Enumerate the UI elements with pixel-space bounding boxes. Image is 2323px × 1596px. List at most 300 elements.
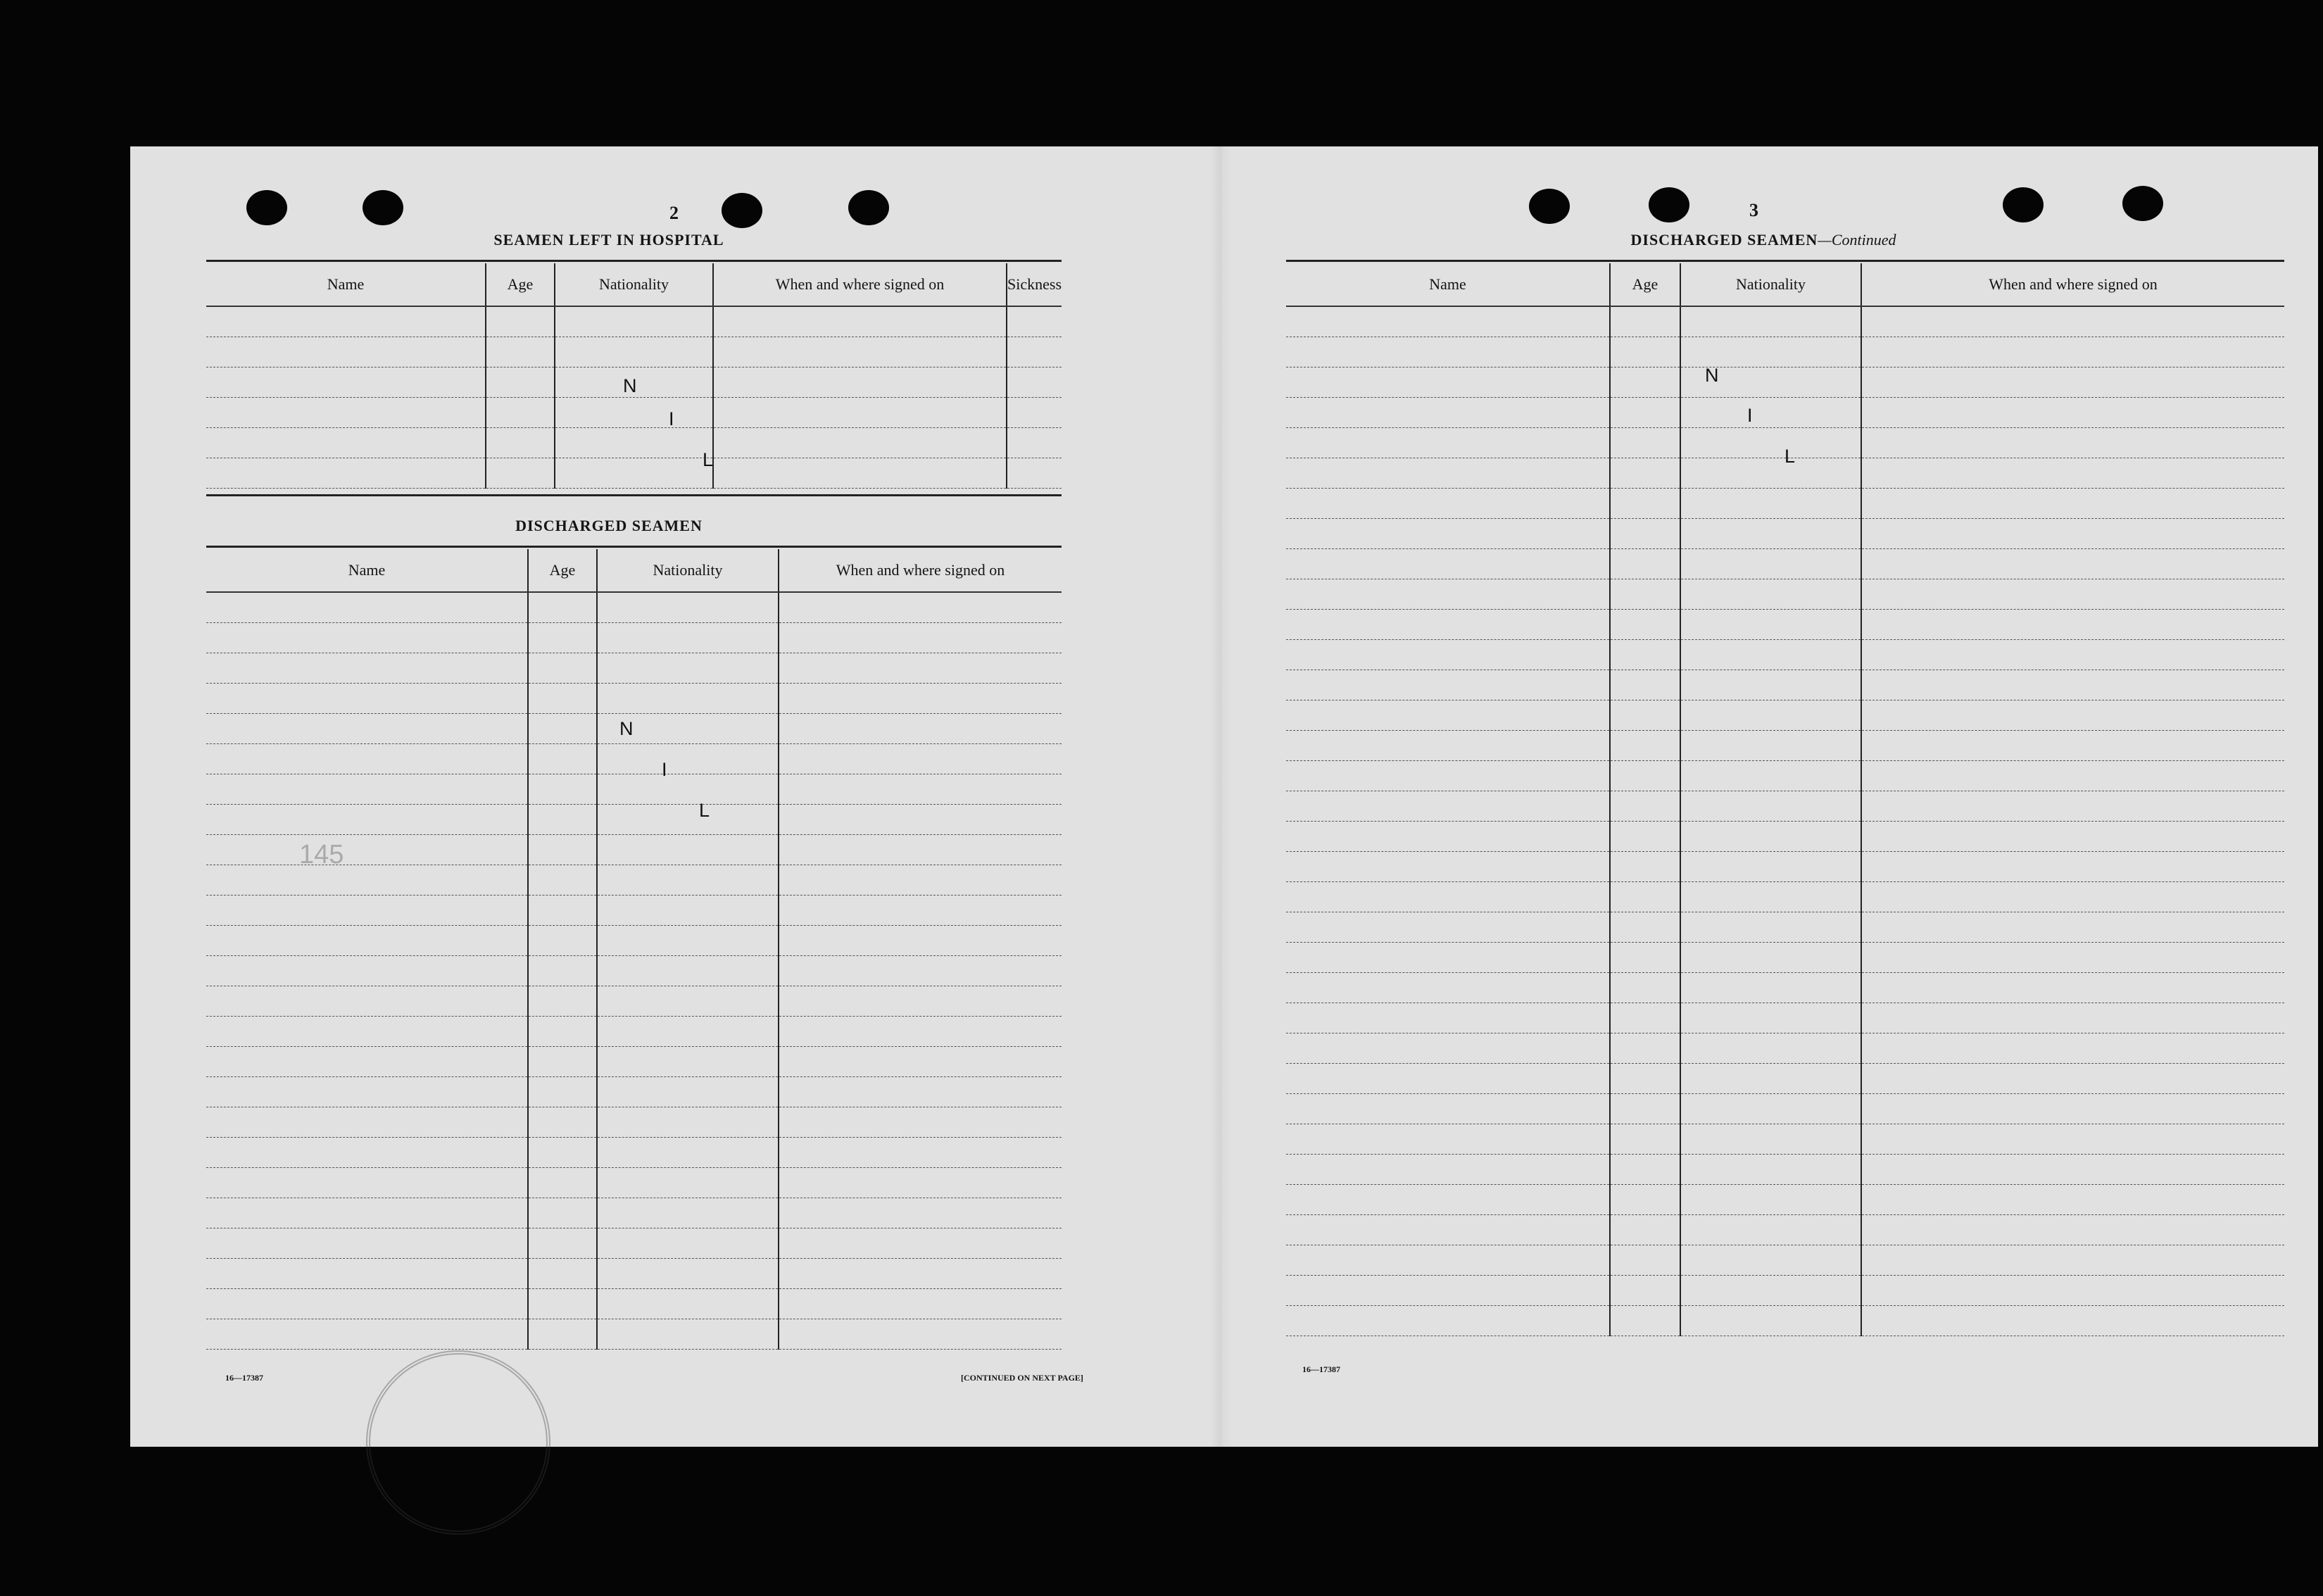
table-cell bbox=[1610, 640, 1680, 670]
table-cell bbox=[779, 1168, 1062, 1198]
table-cell bbox=[206, 1138, 528, 1168]
table-cell bbox=[779, 896, 1062, 926]
table-cell bbox=[206, 1259, 528, 1289]
table-cell bbox=[1680, 1215, 1861, 1245]
table-cell bbox=[206, 1229, 528, 1259]
entry-letter: N bbox=[623, 375, 637, 396]
form-number: 16—17387 bbox=[225, 1373, 263, 1383]
table-cell bbox=[555, 428, 713, 458]
table-row bbox=[1286, 670, 2284, 700]
table-cell bbox=[1610, 761, 1680, 791]
table-cell bbox=[1861, 1245, 2284, 1276]
table-cell bbox=[597, 986, 779, 1017]
table-cell bbox=[1861, 1155, 2284, 1185]
table-cell bbox=[206, 744, 528, 774]
column-header: Nationality bbox=[597, 549, 779, 592]
table-cell bbox=[1861, 852, 2284, 882]
table-cell bbox=[1286, 1064, 1610, 1094]
table-row bbox=[1286, 549, 2284, 579]
table-cell bbox=[555, 398, 713, 428]
table-row bbox=[206, 1047, 1062, 1077]
table-row bbox=[1286, 1185, 2284, 1215]
table-cell bbox=[1861, 549, 2284, 579]
table-cell bbox=[597, 1168, 779, 1198]
table-cell bbox=[528, 1077, 597, 1107]
table-cell bbox=[528, 592, 597, 623]
table-cell bbox=[1286, 519, 1610, 549]
table-cell bbox=[1861, 458, 2284, 489]
table-cell bbox=[779, 956, 1062, 986]
table-row bbox=[1286, 489, 2284, 519]
title-suffix: —Continued bbox=[1818, 231, 1896, 249]
table-cell bbox=[1861, 943, 2284, 973]
table-cell bbox=[597, 1107, 779, 1138]
table-cell bbox=[206, 684, 528, 714]
table-cell bbox=[1286, 428, 1610, 458]
table-cell bbox=[597, 956, 779, 986]
table-cell bbox=[1286, 489, 1610, 519]
table-cell bbox=[1680, 579, 1861, 610]
table-row bbox=[1286, 1215, 2284, 1245]
table-cell bbox=[1861, 1064, 2284, 1094]
punch-hole bbox=[246, 190, 287, 225]
table-cell bbox=[1007, 398, 1062, 428]
table-cell bbox=[1286, 731, 1610, 761]
table-cell bbox=[1861, 306, 2284, 337]
table-cell bbox=[779, 1259, 1062, 1289]
table-row bbox=[206, 1198, 1062, 1229]
punch-hole bbox=[1649, 187, 1689, 222]
table-cell bbox=[1861, 700, 2284, 731]
table-row bbox=[206, 1168, 1062, 1198]
table-cell bbox=[206, 367, 486, 398]
table-cell bbox=[1610, 1124, 1680, 1155]
table-cell bbox=[1286, 791, 1610, 822]
table-row bbox=[206, 1077, 1062, 1107]
table-cell bbox=[1861, 337, 2284, 367]
table-cell bbox=[779, 986, 1062, 1017]
stamp-seal bbox=[366, 1350, 550, 1535]
table-cell bbox=[1680, 1245, 1861, 1276]
table-cell bbox=[206, 774, 528, 805]
table-row bbox=[206, 592, 1062, 623]
table-cell bbox=[779, 744, 1062, 774]
table-cell bbox=[528, 835, 597, 865]
page-number-right: 3 bbox=[1749, 200, 1758, 220]
table-cell bbox=[1007, 306, 1062, 337]
table-cell bbox=[779, 865, 1062, 896]
table-row bbox=[206, 1229, 1062, 1259]
table-cell bbox=[1610, 458, 1680, 489]
table-row bbox=[206, 398, 1062, 428]
table-cell bbox=[1680, 640, 1861, 670]
table-cell bbox=[597, 1047, 779, 1077]
section-rule bbox=[206, 494, 1062, 496]
table-cell bbox=[1680, 700, 1861, 731]
table-cell bbox=[1861, 1003, 2284, 1033]
table-cell bbox=[1680, 398, 1861, 428]
table-cell bbox=[597, 744, 779, 774]
entry-letter: N bbox=[1705, 365, 1719, 386]
table-cell bbox=[597, 805, 779, 835]
table-cell bbox=[1680, 943, 1861, 973]
table-cell bbox=[1861, 670, 2284, 700]
entry-letter: I bbox=[1747, 405, 1753, 426]
table-cell bbox=[528, 1229, 597, 1259]
table-cell bbox=[1680, 610, 1861, 640]
title-main: DISCHARGED SEAMEN bbox=[1630, 231, 1818, 249]
table-cell bbox=[206, 1077, 528, 1107]
table-cell bbox=[1861, 912, 2284, 943]
table-row bbox=[206, 623, 1062, 653]
column-header: When and where signed on bbox=[713, 263, 1007, 306]
table-cell bbox=[1286, 398, 1610, 428]
table-cell bbox=[528, 714, 597, 744]
column-header: Name bbox=[206, 263, 486, 306]
table-cell bbox=[528, 653, 597, 684]
table-cell bbox=[779, 1289, 1062, 1319]
table-cell bbox=[1610, 670, 1680, 700]
table-cell bbox=[206, 805, 528, 835]
table-cell bbox=[1680, 549, 1861, 579]
table-cell bbox=[597, 1017, 779, 1047]
table-cell bbox=[206, 458, 486, 489]
table-row bbox=[1286, 943, 2284, 973]
table-row bbox=[1286, 519, 2284, 549]
table-cell bbox=[1610, 1094, 1680, 1124]
table-row bbox=[1286, 852, 2284, 882]
table-row bbox=[1286, 1064, 2284, 1094]
table-row bbox=[206, 458, 1062, 489]
table-row bbox=[1286, 912, 2284, 943]
table-row bbox=[1286, 579, 2284, 610]
table-cell bbox=[1610, 428, 1680, 458]
table-cell bbox=[1861, 640, 2284, 670]
table-cell bbox=[1861, 579, 2284, 610]
discharged-continued-title bbox=[1517, 231, 2010, 249]
entry-letter: N bbox=[619, 718, 634, 739]
table-cell bbox=[1286, 943, 1610, 973]
table-cell bbox=[486, 337, 555, 367]
table-cell bbox=[1610, 1185, 1680, 1215]
table-cell bbox=[206, 1319, 528, 1350]
table-cell bbox=[713, 398, 1007, 428]
table-cell bbox=[779, 774, 1062, 805]
table-cell bbox=[597, 1319, 779, 1350]
table-cell bbox=[1610, 337, 1680, 367]
table-cell bbox=[555, 458, 713, 489]
table-cell bbox=[1286, 761, 1610, 791]
table-cell bbox=[1861, 610, 2284, 640]
table-cell bbox=[1286, 458, 1610, 489]
table-cell bbox=[206, 986, 528, 1017]
table-cell bbox=[1861, 1185, 2284, 1215]
table-cell bbox=[528, 1017, 597, 1047]
table-cell bbox=[597, 592, 779, 623]
table-row bbox=[1286, 700, 2284, 731]
table-cell bbox=[597, 774, 779, 805]
discharged-section-title: DISCHARGED SEAMEN bbox=[515, 517, 703, 534]
table-row bbox=[206, 1017, 1062, 1047]
table-row bbox=[1286, 1306, 2284, 1336]
table-cell bbox=[206, 926, 528, 956]
punch-hole bbox=[2122, 186, 2163, 221]
table-cell bbox=[528, 896, 597, 926]
table-cell bbox=[206, 1047, 528, 1077]
table-row bbox=[1286, 791, 2284, 822]
table-cell bbox=[597, 835, 779, 865]
column-header: Age bbox=[528, 549, 597, 592]
column-header: Name bbox=[1286, 263, 1610, 306]
entry-letter: L bbox=[699, 800, 710, 821]
table-cell bbox=[486, 458, 555, 489]
table-row bbox=[206, 337, 1062, 367]
table-cell bbox=[206, 653, 528, 684]
table-cell bbox=[1286, 1185, 1610, 1215]
table-cell bbox=[1861, 882, 2284, 912]
table-cell bbox=[1286, 337, 1610, 367]
continued-note: [CONTINUED ON NEXT PAGE] bbox=[961, 1373, 1083, 1383]
table-cell bbox=[1861, 731, 2284, 761]
table-cell bbox=[528, 1289, 597, 1319]
table-cell bbox=[1610, 579, 1680, 610]
table-cell bbox=[597, 653, 779, 684]
table-cell bbox=[1680, 489, 1861, 519]
punch-hole bbox=[2003, 187, 2044, 222]
table-cell bbox=[779, 1319, 1062, 1350]
table-cell bbox=[1286, 367, 1610, 398]
table-cell bbox=[486, 306, 555, 337]
table-cell bbox=[206, 1289, 528, 1319]
table-cell bbox=[1286, 549, 1610, 579]
table-cell bbox=[528, 865, 597, 896]
table-cell bbox=[1286, 912, 1610, 943]
table-cell bbox=[1680, 822, 1861, 852]
table-cell bbox=[597, 684, 779, 714]
table-cell bbox=[1861, 367, 2284, 398]
table-cell bbox=[528, 684, 597, 714]
table-cell bbox=[597, 896, 779, 926]
column-header: Nationality bbox=[555, 263, 713, 306]
table-row bbox=[206, 986, 1062, 1017]
table-cell bbox=[1286, 610, 1610, 640]
table-cell bbox=[1610, 731, 1680, 761]
table-cell bbox=[1286, 640, 1610, 670]
table-cell bbox=[1286, 1215, 1610, 1245]
table-cell bbox=[779, 653, 1062, 684]
table-cell bbox=[1680, 791, 1861, 822]
table-row bbox=[1286, 1003, 2284, 1033]
table-cell bbox=[1610, 489, 1680, 519]
table-row bbox=[1286, 761, 2284, 791]
table-cell bbox=[1680, 761, 1861, 791]
column-header: When and where signed on bbox=[1861, 263, 2284, 306]
table-cell bbox=[1861, 398, 2284, 428]
table-cell bbox=[597, 1259, 779, 1289]
discharged-continued-table bbox=[1286, 263, 2284, 1336]
table-cell bbox=[1861, 973, 2284, 1003]
table-cell bbox=[528, 744, 597, 774]
table-cell bbox=[1861, 1306, 2284, 1336]
table-cell bbox=[1861, 791, 2284, 822]
punch-hole bbox=[722, 193, 762, 228]
table-row bbox=[1286, 1124, 2284, 1155]
table-row bbox=[206, 653, 1062, 684]
table-cell bbox=[206, 956, 528, 986]
table-cell bbox=[1680, 519, 1861, 549]
table-row bbox=[206, 1289, 1062, 1319]
table-cell bbox=[1861, 1124, 2284, 1155]
table-cell bbox=[1680, 1064, 1861, 1094]
table-cell bbox=[528, 774, 597, 805]
table-cell bbox=[1680, 670, 1861, 700]
table-cell bbox=[206, 896, 528, 926]
discharged-table bbox=[206, 549, 1062, 1350]
table-cell bbox=[1861, 822, 2284, 852]
table-row bbox=[1286, 882, 2284, 912]
table-cell bbox=[1680, 306, 1861, 337]
table-cell bbox=[486, 428, 555, 458]
table-cell bbox=[779, 1138, 1062, 1168]
table-cell bbox=[1286, 882, 1610, 912]
table-cell bbox=[1680, 731, 1861, 761]
table-cell bbox=[1680, 1003, 1861, 1033]
table-cell bbox=[1286, 1276, 1610, 1306]
table-cell bbox=[1861, 761, 2284, 791]
form-number: 16—17387 bbox=[1302, 1364, 1340, 1374]
table-row bbox=[206, 428, 1062, 458]
table-cell bbox=[1286, 1124, 1610, 1155]
table-cell bbox=[597, 865, 779, 896]
table-cell bbox=[528, 926, 597, 956]
table-row bbox=[206, 956, 1062, 986]
table-cell bbox=[528, 1259, 597, 1289]
table-cell bbox=[1680, 852, 1861, 882]
table-cell bbox=[1286, 822, 1610, 852]
table-cell bbox=[1610, 398, 1680, 428]
table-cell bbox=[1610, 1003, 1680, 1033]
table-cell bbox=[1610, 1276, 1680, 1306]
table-cell bbox=[1286, 1155, 1610, 1185]
table-cell bbox=[1610, 852, 1680, 882]
table-row bbox=[1286, 1245, 2284, 1276]
table-cell bbox=[779, 926, 1062, 956]
table-row bbox=[206, 774, 1062, 805]
table-cell bbox=[528, 1107, 597, 1138]
table-cell bbox=[1680, 1276, 1861, 1306]
table-cell bbox=[528, 1319, 597, 1350]
table-cell bbox=[597, 1077, 779, 1107]
page-number-left: 2 bbox=[669, 203, 679, 223]
table-row bbox=[206, 896, 1062, 926]
table-cell bbox=[1286, 579, 1610, 610]
table-cell bbox=[1861, 489, 2284, 519]
table-cell bbox=[1610, 1306, 1680, 1336]
table-row bbox=[206, 684, 1062, 714]
table-cell bbox=[1610, 943, 1680, 973]
table-row bbox=[1286, 973, 2284, 1003]
table-cell bbox=[528, 805, 597, 835]
entry-letter: I bbox=[662, 759, 667, 780]
table-cell bbox=[528, 986, 597, 1017]
table-row bbox=[206, 1107, 1062, 1138]
table-cell bbox=[1680, 912, 1861, 943]
table-cell bbox=[206, 623, 528, 653]
table-cell bbox=[1286, 973, 1610, 1003]
table-cell bbox=[779, 1017, 1062, 1047]
table-cell bbox=[1007, 458, 1062, 489]
table-cell bbox=[779, 623, 1062, 653]
table-cell bbox=[1610, 791, 1680, 822]
table-row bbox=[1286, 398, 2284, 428]
table-cell bbox=[1610, 1033, 1680, 1064]
table-cell bbox=[206, 428, 486, 458]
column-header: Age bbox=[486, 263, 555, 306]
table-cell bbox=[713, 306, 1007, 337]
table-cell bbox=[1286, 1003, 1610, 1033]
table-row bbox=[1286, 610, 2284, 640]
table-cell bbox=[206, 1017, 528, 1047]
table-cell bbox=[1680, 1033, 1861, 1064]
punch-hole bbox=[1529, 189, 1570, 224]
table-cell bbox=[713, 458, 1007, 489]
table-cell bbox=[1610, 973, 1680, 1003]
table-row bbox=[206, 306, 1062, 337]
table-cell bbox=[486, 398, 555, 428]
table-cell bbox=[206, 1168, 528, 1198]
table-cell bbox=[1680, 1094, 1861, 1124]
table-row bbox=[1286, 1155, 2284, 1185]
table-cell bbox=[1610, 1245, 1680, 1276]
table-cell bbox=[779, 714, 1062, 744]
document-sheet bbox=[130, 146, 2318, 1447]
table-cell bbox=[1610, 822, 1680, 852]
center-fold bbox=[1211, 146, 1232, 1447]
table-cell bbox=[528, 1138, 597, 1168]
table-row bbox=[206, 1259, 1062, 1289]
table-cell bbox=[597, 623, 779, 653]
table-cell bbox=[1007, 337, 1062, 367]
table-cell bbox=[1610, 1215, 1680, 1245]
table-row bbox=[1286, 822, 2284, 852]
table-row bbox=[1286, 1094, 2284, 1124]
table-cell bbox=[1680, 1155, 1861, 1185]
table-cell bbox=[1610, 610, 1680, 640]
column-header: Name bbox=[206, 549, 528, 592]
table-row bbox=[1286, 306, 2284, 337]
top-rule bbox=[206, 546, 1062, 548]
table-cell bbox=[779, 1198, 1062, 1229]
column-header: When and where signed on bbox=[779, 549, 1062, 592]
table-cell bbox=[206, 865, 528, 896]
table-row bbox=[1286, 1276, 2284, 1306]
table-cell bbox=[779, 1047, 1062, 1077]
table-cell bbox=[1610, 882, 1680, 912]
table-cell bbox=[528, 956, 597, 986]
table-cell bbox=[713, 428, 1007, 458]
table-cell bbox=[713, 337, 1007, 367]
stamp-mark: 145 bbox=[299, 840, 344, 869]
table-row bbox=[206, 1138, 1062, 1168]
table-cell bbox=[1861, 1094, 2284, 1124]
top-rule bbox=[206, 260, 1062, 262]
table-cell bbox=[779, 835, 1062, 865]
table-cell bbox=[1861, 1033, 2284, 1064]
table-cell bbox=[779, 805, 1062, 835]
table-cell bbox=[597, 1198, 779, 1229]
table-cell bbox=[1286, 1306, 1610, 1336]
table-cell bbox=[1680, 1124, 1861, 1155]
